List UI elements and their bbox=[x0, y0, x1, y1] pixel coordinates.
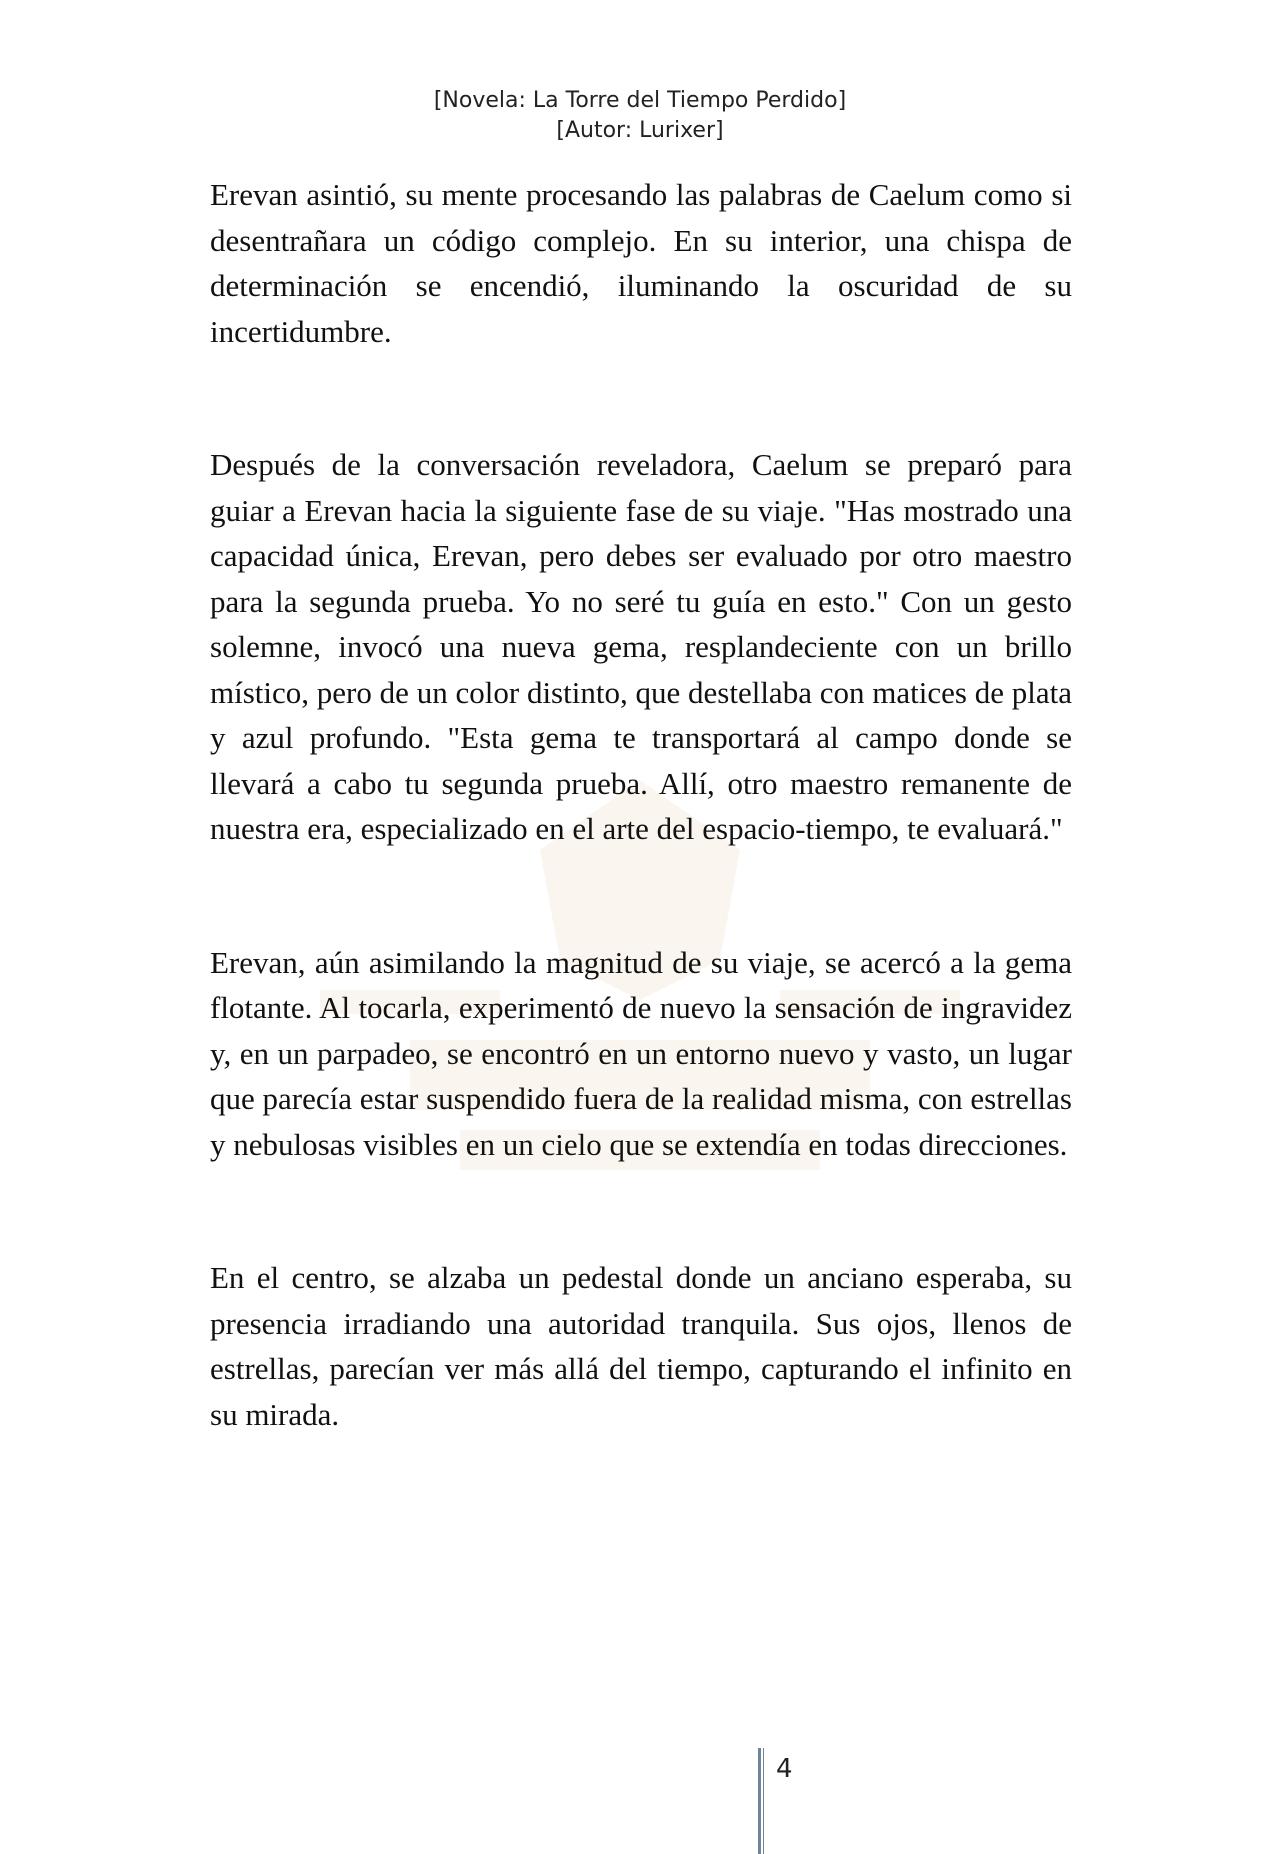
paragraph: En el centro, se alzaba un pedestal donde un anciano esperaba, su presencia irradiando una autoridad tranquila. Sus ojos, llenos de estrellas, parecían ver más allá del tiempo, capturando el infinito en su mirada. bbox=[210, 1260, 1072, 1432]
page-footer bbox=[758, 1748, 818, 1854]
paragraph: Erevan asintió, su mente procesando las palabras de Caelum como si desentrañara un código complejo. En su interior, una chispa de determinación se encendió, iluminando la oscuridad de su incertidumbre. bbox=[210, 177, 1072, 349]
author-line: [Autor: Lurixer] bbox=[556, 118, 724, 143]
paragraph: Erevan, aún asimilando la magnitud de su viaje, se acercó a la gema flotante. Al tocarla, experimentó de nuevo la sensación de ingravidez y, en un parpadeo, se encontró en un entorno nuevo y vasto, un lugar que parecía estar suspendido fuera de la realidad misma, con estrellas y nebulosas visibles en un cielo que se extendía en todas direcciones. bbox=[210, 944, 1072, 1162]
novel-title: [Novela: La Torre del Tiempo Perdido] bbox=[433, 88, 847, 113]
paragraph: Después de la conversación reveladora, Caelum se preparó para guiar a Erevan hacia la siguiente fase de su viaje. "Has mostrado una capacidad única, Erevan, pero debes ser evaluado por otro maestro para la segunda prueba. Yo no seré tu guía en esto." Con un gesto solemne, invocó una nueva gema, resplandeciente con un brillo místico, pero de un color distinto, que destellaba con matices de plata y azul profundo. "Esta gema te transportará al campo donde se llevará a cabo tu segunda prueba. Allí, otro maestro remanente de nuestra era, especializado en el arte del espacio-tiempo, te evaluará." bbox=[210, 447, 1072, 846]
footer-divider bbox=[758, 1748, 761, 1854]
page-number: 4 bbox=[776, 1754, 793, 1784]
footer-divider-thin bbox=[763, 1748, 764, 1854]
document-header bbox=[0, 86, 1280, 146]
page-body bbox=[210, 172, 1072, 1437]
